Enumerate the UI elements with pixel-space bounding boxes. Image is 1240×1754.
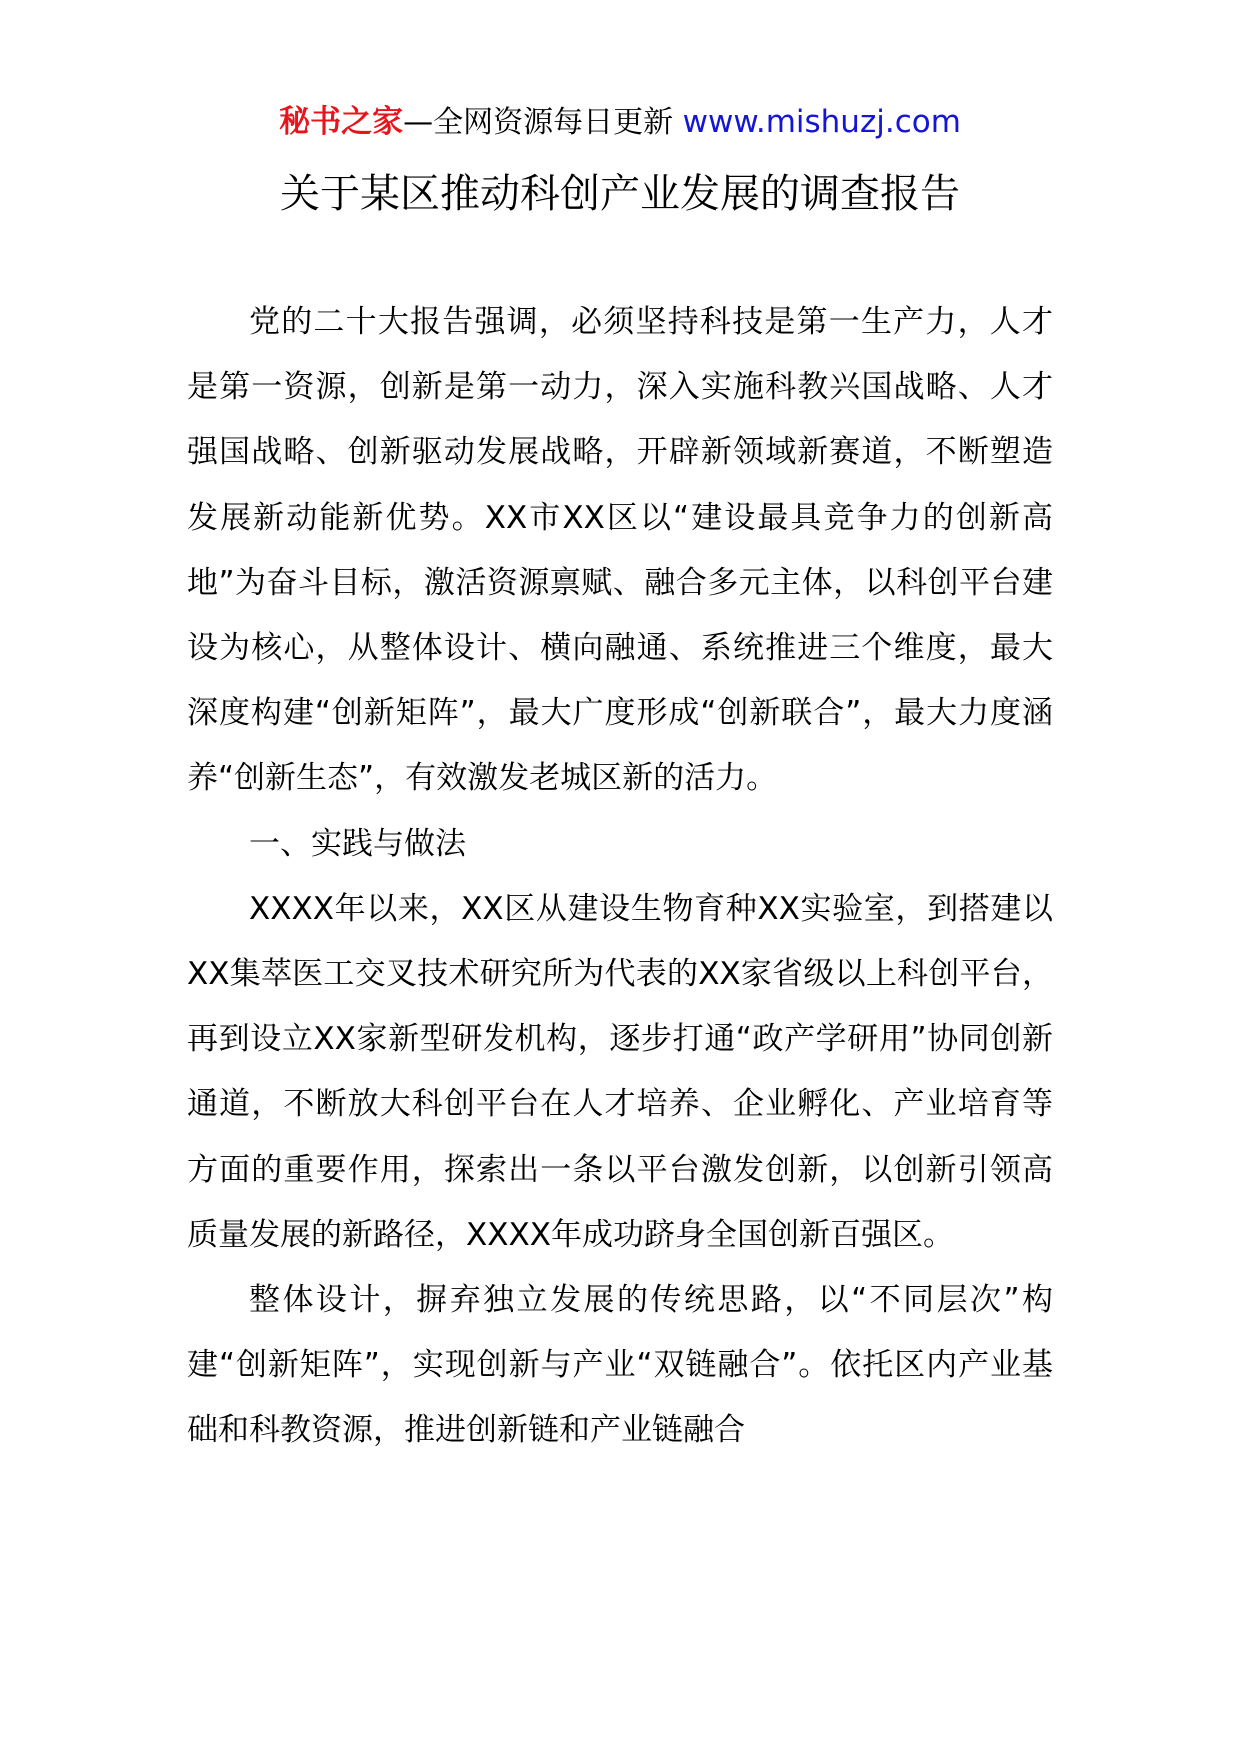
site-header (0, 100, 1240, 145)
site-url-link[interactable]: www.mishuzj.com (682, 104, 961, 140)
document-body (187, 290, 1053, 1464)
paragraph-intro: 党的二十大报告强调，必须坚持科技是第一生产力，人才是第一资源，创新是第一动力，深入实施科教兴国战略、人才强国战略、创新驱动发展战略，开辟新领域新赛道，不断塑造发展新动能新优势。XX市XX区以“建设最具竞争力的创新高地”为奋斗目标，激活资源禀赋、融合多元主体，以科创平台建设为核心，从整体设计、横向融通、系统推进三个维度，最大深度构建“创新矩阵”，最大广度形成“创新联合”，最大力度涵养“创新生态”，有效激发老城区新的活力。 (187, 304, 1053, 797)
header-tagline: —全网资源每日更新 (403, 105, 683, 140)
paragraph-design: 整体设计，摒弃独立发展的传统思路，以“不同层次”构建“创新矩阵”，实现创新与产业“双链融合”。依托区内产业基础和科教资源，推进创新链和产业链融合 (187, 1282, 1053, 1449)
document-title: 关于某区推动科创产业发展的调查报告 (280, 171, 960, 217)
section-heading: 一、实践与做法 (249, 825, 466, 862)
brand-name: 秘书之家 (279, 104, 404, 140)
paragraph-practice: XXXX年以来，XX区从建设生物育种XX实验室，到搭建以XX集萃医工交叉技术研究所为代表的XX家省级以上科创平台，再到设立XX家新型研发机构，逐步打通“政产学研用”协同创新通道，不断放大科创平台在人才培养、企业孵化、产业培育等方面的重要作用，探索出一条以平台激发创新，以创新引领高质量发展的新路径，XXXX年成功跻身全国创新百强区。 (187, 890, 1053, 1253)
